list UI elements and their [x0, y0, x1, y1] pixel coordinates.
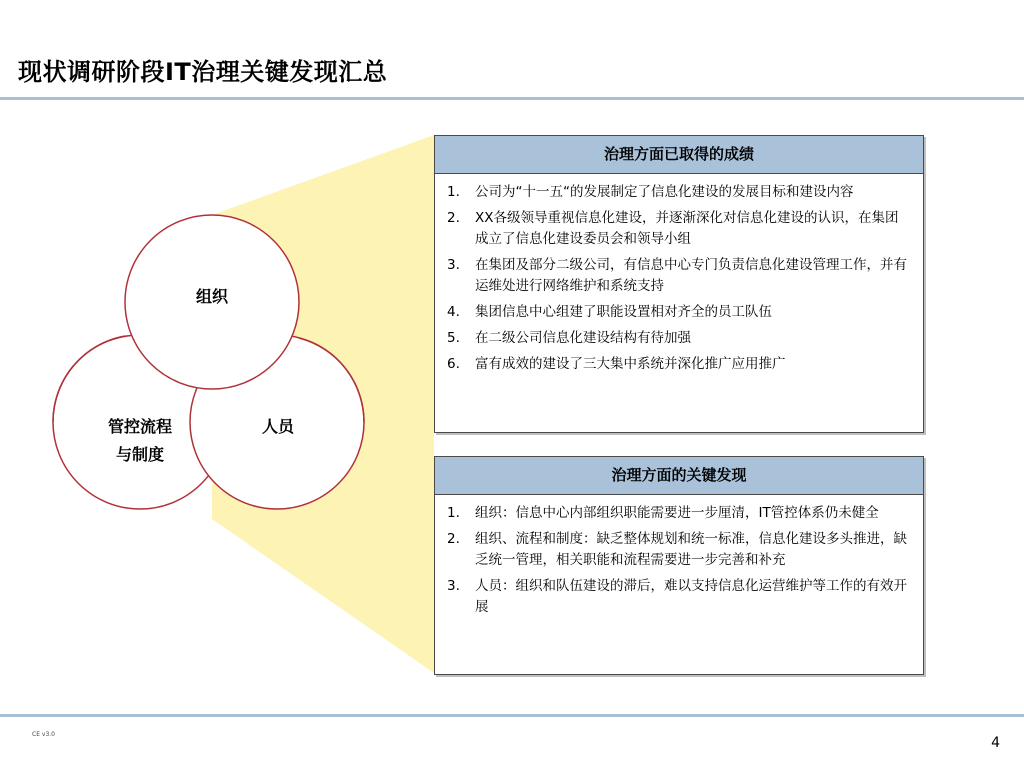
findings-list	[435, 495, 923, 618]
page-title: 现状调研阶段IT治理关键发现汇总	[18, 58, 388, 86]
footer-rule	[0, 714, 1024, 717]
list-item	[447, 182, 911, 203]
list-item	[447, 302, 911, 323]
item-number: 4.	[447, 304, 460, 320]
list-item	[447, 328, 911, 349]
circle-label-personnel: 人员	[261, 417, 294, 436]
item-number: 1.	[447, 184, 460, 200]
circle-label-control-process-line1: 管控流程	[107, 417, 172, 436]
achievements-header: 治理方面已取得的成绩	[435, 136, 923, 174]
item-text: 在二级公司信息化建设结构有待加强	[475, 330, 691, 346]
list-item	[447, 208, 911, 250]
findings-panel	[434, 456, 924, 675]
item-number: 5.	[447, 330, 460, 346]
list-item	[447, 255, 911, 297]
findings-header: 治理方面的关键发现	[435, 457, 923, 495]
item-text: 组织、流程和制度：缺乏整体规划和统一标准，信息化建设多头推进，缺乏统一管理，相关职能和流程需要进一步完善和补充	[475, 531, 907, 568]
item-number: 3.	[447, 257, 460, 273]
list-item	[447, 503, 911, 524]
item-number: 2.	[447, 531, 460, 547]
achievements-list	[435, 174, 923, 375]
item-text: 富有成效的建设了三大集中系统并深化推广应用推广	[475, 356, 786, 372]
item-text: XX各级领导重视信息化建设，并逐渐深化对信息化建设的认识，在集团成立了信息化建设委员会和领导小组	[475, 210, 899, 247]
list-item	[447, 354, 911, 375]
item-text: 公司为“十一五“的发展制定了信息化建设的发展目标和建设内容	[475, 184, 854, 200]
circle-label-control-process-line2: 与制度	[115, 445, 164, 464]
item-text: 组织：信息中心内部组织职能需要进一步厘清，IT管控体系仍未健全	[475, 505, 879, 521]
item-number: 2.	[447, 210, 460, 226]
footer-note: CE v3.0	[32, 731, 55, 738]
circle-label-control-process	[90, 413, 190, 469]
item-number: 1.	[447, 505, 460, 521]
circle-label-organization: 组织	[195, 287, 228, 306]
list-item	[447, 576, 911, 618]
item-number: 3.	[447, 578, 460, 594]
item-text: 人员：组织和队伍建设的滞后，难以支持信息化运营维护等工作的有效开展	[475, 578, 907, 615]
item-number: 6.	[447, 356, 460, 372]
page-number: 4	[991, 735, 1000, 751]
item-text: 集团信息中心组建了职能设置相对齐全的员工队伍	[475, 304, 772, 320]
list-item	[447, 529, 911, 571]
achievements-panel	[434, 135, 924, 433]
item-text: 在集团及部分二级公司，有信息中心专门负责信息化建设管理工作，并有运维处进行网络维护和系统支持	[475, 257, 907, 294]
